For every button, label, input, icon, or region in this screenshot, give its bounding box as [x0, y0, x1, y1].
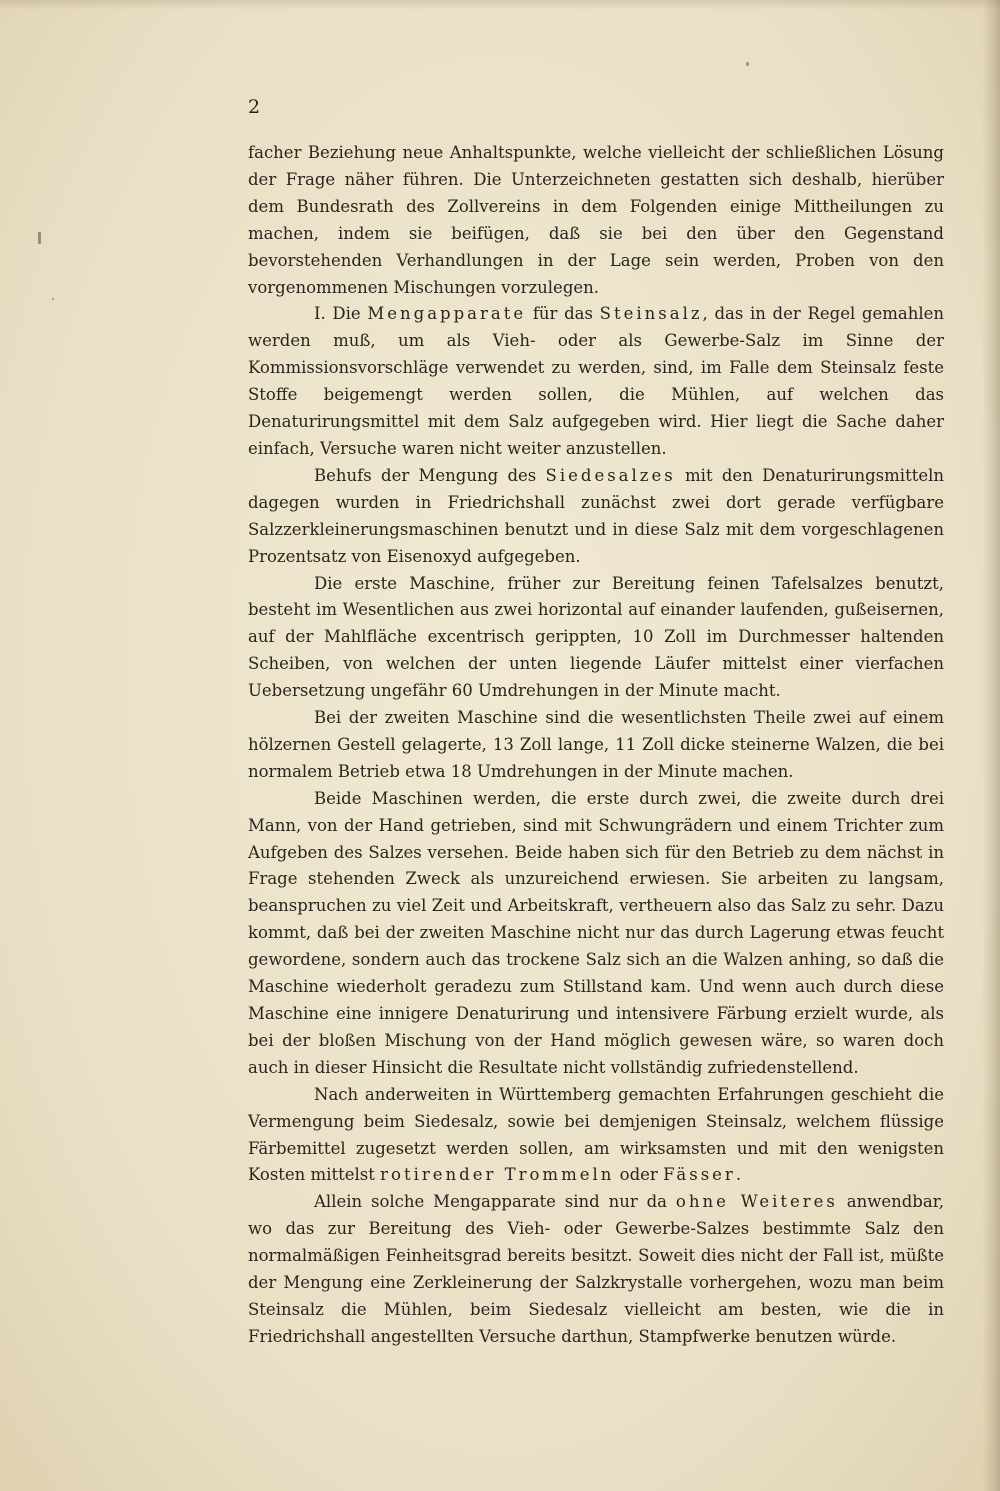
paragraph-3-text: mit den Denaturirungsmitteln dagegen wurden in Friedrichshall zunächst zwei dort gerade verfügbare Salzzerkleinerungsmaschinen benutzt und in diese Salz mit dem vorgeschlagenen Prozentsatz von Eisenoxyd aufgegeben. — [248, 465, 945, 566]
paragraph-7-text: Nach anderweiten in Württemberg gemachten Erfahrungen geschieht die Vermengung beim Siedesalz, sowie bei demjenigen Steinsalz, welchem flüssige Färbemittel zugesetzt werden sollen, am wirksamsten und mit den wenigsten Kosten mittelst — [248, 1084, 944, 1185]
emphasis-mengapparate: Mengapparate — [367, 304, 527, 324]
paragraph-4 — [248, 571, 944, 706]
paragraph-5-text: Bei der zweiten Maschine sind die wesentlichsten Theile zwei auf einem hölzernen Gestell gelagerte, 13 Zoll lange, 11 Zoll dicke steinerne Walzen, die bei normalem Betrieb etwa 18 Umdrehungen in der Minute machen. — [248, 708, 944, 781]
emphasis-siedesalzes: Siedesalzes — [545, 465, 676, 485]
section-label: I. Die — [314, 304, 361, 324]
paragraph-2-text: , das in der Regel gemahlen werden muß, um als Vieh- oder als Gewerbe-Salz im Sinne der Kommissionsvorschläge verwendet zu werden, sind, im Falle dem Steinsalz feste Stoffe beigemengt werden sollen, die Mühlen, auf welchen das Denaturirungsmittel mit dem Salz aufgegeben wird. Hier liegt die Sache daher einfach, Versuche waren nicht weiter anzustellen. — [248, 304, 945, 458]
paragraph-5 — [248, 705, 944, 786]
page-top-shadow — [0, 0, 1000, 10]
paragraph-7-mid: oder — [619, 1165, 658, 1185]
paragraph-1 — [248, 140, 944, 301]
paragraph-7 — [248, 1082, 944, 1190]
ink-speck — [52, 298, 54, 300]
paragraph-3-lead: Behufs der Mengung des — [314, 465, 537, 485]
page-edge-shadow — [982, 0, 1000, 1491]
paragraph-2-mid: für das — [532, 304, 593, 324]
page-number: 2 — [248, 96, 261, 118]
paragraph-8 — [248, 1189, 944, 1350]
emphasis-rotirender-trommeln: rotirender Trommeln — [380, 1165, 615, 1185]
emphasis-ohne-weiteres: ohne Weiteres — [675, 1192, 838, 1212]
paragraph-3 — [248, 463, 944, 571]
body-text — [248, 140, 944, 1351]
emphasis-steinsalz: Steinsalz — [599, 304, 703, 324]
ink-speck — [746, 62, 749, 66]
paragraph-8-text: anwendbar, wo das zur Bereitung des Vieh- oder Gewerbe-Salzes bestimmte Salz den normalmäßigen Feinheitsgrad bereits besitzt. Soweit dies nicht der Fall ist, müßte der Mengung eine Zerkleinerung der Salzkrystalle vorhergehen, wozu man beim Steinsalz die Mühlen, beim Siedesalz vielleicht am besten, wie die in Friedrichshall angestellten Versuche darthun, Stampfwerke benutzen würde. — [248, 1192, 945, 1346]
ink-speck — [38, 232, 41, 244]
paragraph-2 — [248, 301, 944, 462]
paragraph-8-lead: Allein solche Mengapparate sind nur da — [314, 1192, 668, 1212]
paragraph-4-text: Die erste Maschine, früher zur Bereitung feinen Tafelsalzes benutzt, besteht im Wesentlichen aus zwei horizontal auf einander laufenden, gußeisernen, auf der Mahlfläche excentrisch gerippten, 10 Zoll im Durchmesser haltenden Scheiben, von welchen der unten liegende Läufer mittelst einer vierfachen Uebersetzung ungefähr 60 Umdrehungen in der Minute macht. — [248, 573, 944, 701]
emphasis-faesser: Fässer — [663, 1165, 736, 1185]
paragraph-7-end: . — [735, 1165, 742, 1185]
paragraph-1-text: facher Beziehung neue Anhaltspunkte, welche vielleicht der schließlichen Lösung der Frage näher führen. Die Unterzeichneten gestatten sich deshalb, hierüber dem Bundesrath des Zollvereins in dem Folgenden einige Mittheilungen zu machen, indem sie beifügen, daß sie bei den über den Gegenstand bevorstehenden Verhandlungen in der Lage sein werden, Proben von den vorgenommenen Mischungen vorzulegen. — [248, 143, 944, 297]
paragraph-6-text: Beide Maschinen werden, die erste durch zwei, die zweite durch drei Mann, von der Hand getrieben, sind mit Schwungrädern und einem Trichter zum Aufgeben des Salzes versehen. Beide haben sich für den Betrieb zu dem nächst in Frage stehenden Zweck als unzureichend erwiesen. Sie arbeiten zu langsam, beanspruchen zu viel Zeit und Arbeitskraft, vertheuern also das Salz zu sehr. Dazu kommt, daß bei der zweiten Maschine nicht nur das durch Lagerung etwas feucht gewordene, sondern auch das trockene Salz sich an die Walzen anhing, so daß die Maschine wiederholt geradezu zum Stillstand kam. Und wenn auch durch diese Maschine eine innigere Denaturirung und intensivere Färbung erzielt wurde, als bei der bloßen Mischung von der Hand möglich gewesen wäre, so waren doch auch in dieser Hinsicht die Resultate nicht vollständig zufriedenstellend. — [248, 788, 944, 1077]
paragraph-6 — [248, 786, 944, 1082]
